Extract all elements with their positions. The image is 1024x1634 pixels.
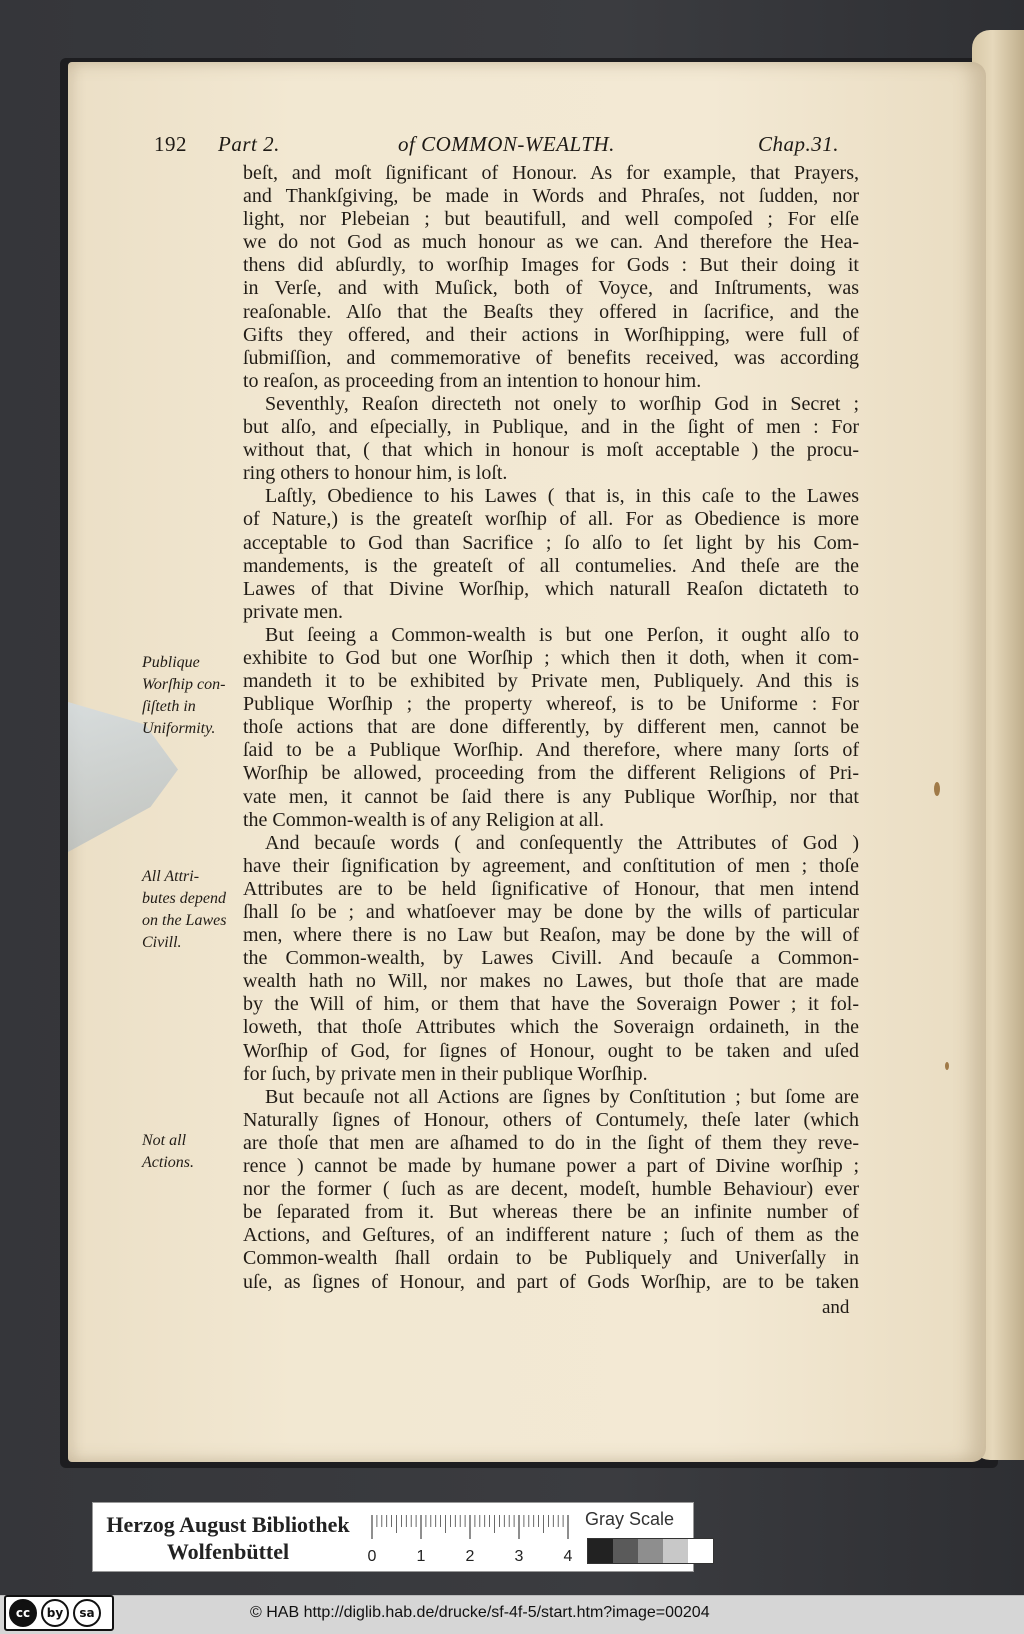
text-line: for ſuch, by private men in their publique Worſhip.	[243, 1062, 648, 1085]
text-line: Seventhly, Reaſon directeth not onely to worſhip God in Secret ;	[265, 392, 859, 415]
text-line: have their ſignification by agreement, and conſtitution of men ; thoſe	[243, 854, 859, 877]
gray-swatch	[613, 1539, 638, 1563]
text-line: light, nor Plebeian ; but beautifull, and well compoſed ; For elſe	[243, 208, 859, 231]
text-line: to reaſon, as proceeding from an intention to honour him.	[243, 369, 702, 392]
text-line: the Common-wealth, by Lawes Civill. And becauſe a Common-	[243, 947, 859, 970]
text-line: vate men, it cannot be ſaid there is any Publique Worſhip, nor that	[243, 785, 859, 808]
text-line: reaſonable. Alſo that the Beaſts they offered in ſacrifice, and the	[243, 300, 859, 323]
foxing-spot	[945, 1062, 949, 1070]
gray-scale-swatches	[587, 1538, 714, 1564]
running-header	[154, 132, 844, 160]
text-line: exhibite to God but one Worſhip ; which then it doth, when it com-	[243, 646, 859, 669]
text-line: beſt, and moſt ſignificant of Honour. As for example, that Prayers,	[243, 162, 859, 184]
text-line: And becauſe words ( and conſequently the Attributes of God )	[265, 831, 859, 854]
text-line: But becauſe not all Actions are ſignes by Conſtitution ; but ſome are	[265, 1085, 859, 1108]
page-number: 192	[154, 132, 187, 156]
text-line: mandeth it to be exhibited by Private men, Publiquely. And this is	[243, 670, 859, 693]
text-line: we do not God as much honour as we can. And therefore the Hea-	[243, 231, 859, 254]
margin-note-publique-worship	[142, 652, 242, 740]
chapter-label: Chap.31.	[758, 132, 840, 156]
color-calibration-card	[92, 1502, 694, 1572]
gray-scale-label: Gray Scale	[585, 1509, 675, 1529]
running-title: of COMMON-WEALTH.	[398, 132, 615, 156]
margin-note-line: Not all	[142, 1132, 187, 1149]
text-line: wealth hath no Will, nor makes no Lawes, but thoſe that are made	[243, 970, 859, 993]
margin-note-line: Worſhip con-	[142, 676, 226, 693]
gray-swatch	[588, 1539, 613, 1563]
margin-note-line: Publique	[142, 654, 200, 671]
gray-swatch	[638, 1539, 663, 1563]
text-line: Laſtly, Obedience to his Lawes ( that is, in this caſe to the Lawes	[265, 485, 859, 508]
ruler-number: 2	[465, 1548, 475, 1565]
text-line: Publique Worſhip ; the property whereof, is to be Uniforme : For	[243, 693, 859, 716]
ruler-scale	[368, 1509, 573, 1567]
library-name-line2: Wolfenbüttel	[166, 1539, 290, 1564]
cc-license-badge[interactable]	[4, 1595, 114, 1631]
part-label: Part 2.	[218, 132, 280, 156]
margin-note-line: Actions.	[142, 1154, 194, 1171]
margin-note-attributes	[142, 866, 242, 954]
text-line: loweth, that thoſe Attributes which the Soveraign ordaineth, in the	[243, 1016, 859, 1039]
cc-icon: cc	[9, 1599, 37, 1627]
foxing-spot	[934, 782, 940, 796]
library-name-line1: Herzog August Bibliothek	[106, 1512, 350, 1537]
text-line: be ſeparated from it. But whereas there be an infinite number of	[243, 1201, 859, 1224]
catchword: and	[822, 1297, 850, 1318]
margin-note-line: ſiſteth in	[142, 698, 196, 715]
text-line: acceptable to God than Sacrifice ; ſo alſo to ſet light by his Com-	[243, 531, 859, 554]
text-line: Attributes are to be held ſignificative of Honour, that men intend	[243, 877, 859, 900]
ruler-number: 1	[416, 1548, 426, 1565]
text-line: But ſeeing a Common-wealth is but one Perſon, it ought alſo to	[265, 623, 859, 646]
ruler-number: 3	[514, 1548, 524, 1565]
text-line: Common-wealth ſhall ordain to be Publiquely and Univerſally in	[243, 1247, 859, 1270]
text-line: ring others to honour him, is loſt.	[243, 462, 508, 485]
text-line: ſubmiſſion, and commemorative of benefits received, was according	[243, 346, 859, 369]
text-line: but alſo, and eſpecially, in Publique, and in the ſight of men : For	[243, 416, 859, 439]
by-icon: by	[41, 1599, 69, 1627]
text-line: thoſe actions that are done differently, by different men, cannot be	[243, 716, 859, 739]
margin-note-line: Uniformity.	[142, 720, 216, 737]
text-line: Lawes of that Divine Worſhip, which naturall Reaſon dictateth to	[243, 577, 859, 600]
text-line: without that, ( that which in honour is moſt acceptable ) the procu-	[243, 439, 859, 462]
text-line: mandements, is the greateſt of all contumelies. And theſe are the	[243, 554, 859, 577]
text-line: Worſhip of God, for ſignes of Honour, ought to be taken and uſed	[243, 1039, 859, 1062]
text-line: rence ) cannot be made by humane power a part of Divine worſhip ;	[243, 1155, 859, 1178]
margin-note-line: butes depend	[142, 890, 226, 907]
sa-icon: sa	[73, 1599, 101, 1627]
text-line: thens did abſurdly, to worſhip Images for Gods : But their doing it	[243, 254, 859, 277]
text-line: ſaid to be a Publique Worſhip. And therefore, where many ſorts of	[243, 739, 859, 762]
margin-note-line: Civill.	[142, 934, 182, 951]
text-line: are thoſe that men are aſhamed to do in the ſight of them they reve-	[243, 1131, 859, 1154]
text-line: men, where there is no Law but Reaſon, may be done by the will of	[243, 924, 859, 947]
text-line: uſe, as ſignes of Honour, and part of Gods Worſhip, are to be taken	[243, 1270, 859, 1293]
text-line: nor the former ( ſuch as are decent, modeſt, humble Behaviour) ever	[243, 1178, 859, 1201]
text-line: private men.	[243, 600, 343, 623]
text-line: Actions, and Geſtures, of an indifferent nature ; ſuch of them as the	[243, 1224, 859, 1247]
ruler-number: 0	[368, 1548, 377, 1565]
margin-note-line: All Attri-	[142, 868, 200, 885]
gray-swatch	[688, 1539, 713, 1563]
body-text	[243, 162, 859, 1294]
margin-note-not-all-actions	[142, 1130, 242, 1174]
text-line: Worſhip be allowed, proceeding from the different Religions of Pri-	[243, 762, 859, 785]
text-line: in Verſe, and with Muſick, both of Voyce, and Inſtruments, was	[243, 277, 859, 300]
ruler-number: 4	[563, 1548, 573, 1565]
text-line: of Nature,) is the greateſt worſhip of all. For as Obedience is more	[243, 508, 859, 531]
text-line: Naturally ſignes of Honour, others of Contumely, theſe later (which	[243, 1108, 859, 1131]
library-name	[103, 1511, 353, 1565]
gray-swatch	[663, 1539, 688, 1563]
text-line: Gifts they offered, and their actions in Worſhipping, were full of	[243, 323, 859, 346]
text-line: the Common-wealth is of any Religion at all.	[243, 808, 605, 831]
margin-note-line: on the Lawes	[142, 912, 227, 929]
text-line: ſhall ſo be ; and whatſoever may be done by the wills of particular	[243, 901, 859, 923]
text-line: and Thankſgiving, be made in Words and Phraſes, not ſudden, nor	[243, 185, 859, 208]
source-url[interactable]: © HAB http://diglib.hab.de/drucke/sf-4f-5/start.htm?image=00204	[250, 1604, 710, 1621]
text-line: by the Will of him, or them that have the Soveraign Power ; it fol-	[243, 993, 859, 1016]
